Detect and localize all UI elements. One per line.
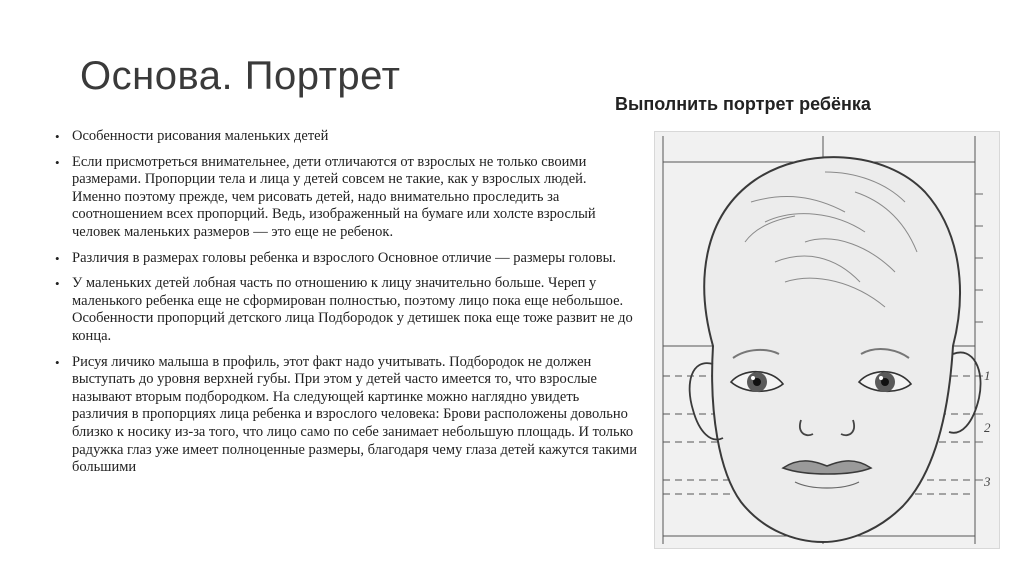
bullet-dot: • <box>55 250 60 266</box>
mark-3: 3 <box>984 474 991 489</box>
bullet-dot: • <box>55 154 60 170</box>
list-item <box>52 250 637 268</box>
right-ear <box>949 352 981 432</box>
slide-subtitle: Выполнить портрет ребёнка <box>615 94 871 114</box>
bullet-text: Если присмотреться внимательнее, дети отличаются от взрослых не только своими размерами. Пропорции тела и лица у детей совсем не такие, как у взрослых людей. Именно поэтому прежде, чем рисовать детей, надо внимательно проследить за соотношением всех пропорций. Ведь, изображенный на бумаге или холсте взрослый человек маленьких размеров — это еще не ребенок. <box>72 153 596 240</box>
portrait-drawing <box>655 132 999 548</box>
bullet-text: Особенности рисования маленьких детей <box>72 128 329 144</box>
slide-title: Основа. Портрет <box>80 54 401 98</box>
bullet-text: У маленьких детей лобная часть по отношению к лицу значительно больше. Череп у маленького ребенка еще не сформирован полностью, поэтому лицо пока еще небольшое. Особенности пропорций детского лица Подбородок у детишек пока еще тоже развит не до конца. <box>72 275 633 344</box>
list-item <box>52 128 637 146</box>
bullet-list <box>52 128 637 485</box>
list-item <box>52 154 637 242</box>
bullet-dot: • <box>55 129 60 144</box>
child-portrait-sketch <box>654 131 1000 549</box>
bullet-text: Различия в размерах головы ребенка и взрослого Основное отличие — размеры головы. <box>72 249 616 266</box>
bullet-dot: • <box>55 276 60 292</box>
bullet-dot: • <box>55 354 60 370</box>
mark-2: 2 <box>984 420 991 435</box>
list-item <box>52 275 637 345</box>
mark-1: 1 <box>984 368 991 383</box>
bullet-text: Рисуя личико малыша в профиль, этот факт надо учитывать. Подбородок не должен выступать до уровня верхней губы. При этом у детей часто имеется то, что взрослые называют вторым подбородком. На следующей картинке можно наглядно увидеть различия в пропорциях лица ребенка и взрослого человека: Брови расположены довольно близко к носику из-за того, что лицо само по себе занимает небольшую площадь. И только радужка глаз уже имеет полноценные размеры, благодаря чему глаза детей кажутся такими большими <box>72 353 637 476</box>
ruler-ticks <box>975 194 983 480</box>
head-outline <box>704 157 960 542</box>
proportion-labels <box>983 368 991 489</box>
list-item <box>52 354 637 477</box>
